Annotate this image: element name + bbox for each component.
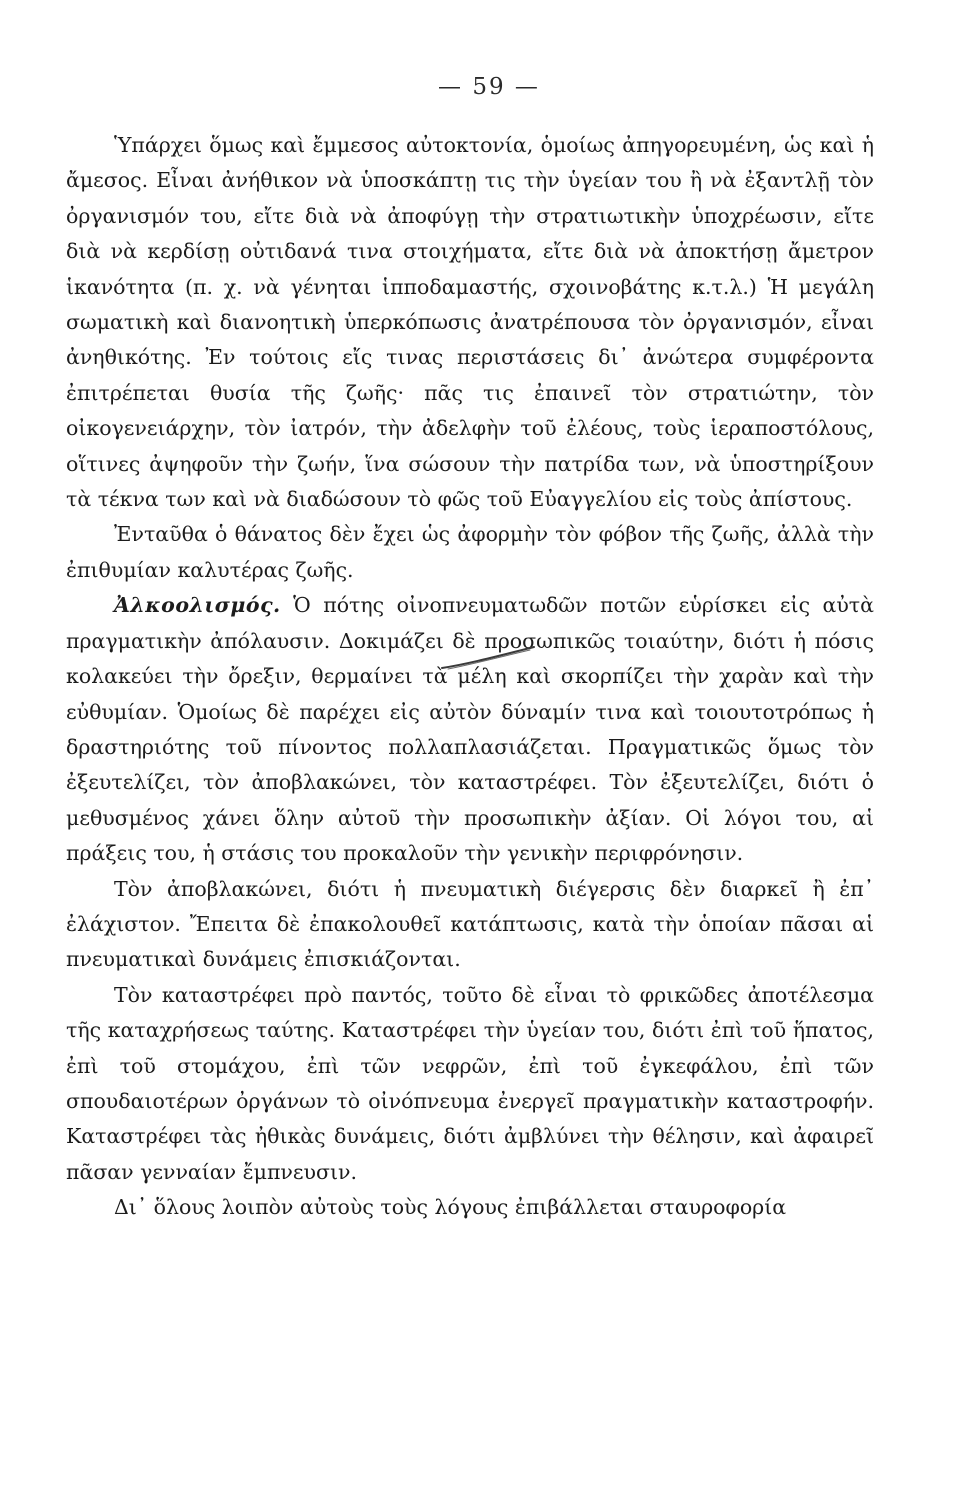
paragraph-stupefies: Τὸν ἀποβλακώνει, διότι ἡ πνευματικὴ διέγερσις δὲν διαρκεῖ ἢ ἐπ᾽ ἐλάχιστον. Ἔπειτα δὲ ἐπακολουθεῖ κατάπτωσις, κατὰ τὴν ὁποίαν πᾶσαι αἱ πνευματικαὶ δυνάμεις ἐπισκιάζονται. [66,876,874,972]
pen-stroke-mark [438,644,538,672]
paragraph-indirect-suicide: Ὑπάρχει ὅμως καὶ ἔμμεσος αὐτοκτονία, ὁμοίως ἀπηγορευμένη, ὡς καὶ ἡ ἄμεσος. Εἶναι ἀνήθικον νὰ ὑποσκάπτῃ τις τὴν ὑγείαν του ἢ νὰ ἐξαντλῇ τὸν ὀργανισμόν του, εἴτε διὰ νὰ ἀποφύγῃ τὴν στρατιωτικὴν ὑποχρέωσιν, εἴτε διὰ νὰ κερδίσῃ οὐτιδανά τινα στοιχήματα, εἴτε διὰ νὰ ἀποκτήσῃ ἄμετρον ἱκανότητα (π. χ. νὰ γένηται ἱπποδαμαστής, σχοινοβάτης κ.τ.λ.) Ἡ μεγάλη σωματικὴ καὶ διανοητικὴ ὑπερκόπωσις ἀνατρέπουσα τὸν ὀργανισμόν, εἶναι ἀνηθικότης. Ἐν τούτοις εἴς τινας περιστάσεις δι᾽ ἀνώτερα συμφέροντα ἐπιτρέπεται θυσία τῆς ζωῆς· πᾶς τις ἐπαινεῖ τὸν στρατιώτην, τὸν οἰκογενειάρχην, τὸν ἰατρόν, τὴν ἀδελφὴν τοῦ ἐλέους, τοὺς ἱεραποστόλους, οἵτινες ἀψηφοῦν τὴν ζωήν, ἵνα σώσουν τὴν πατρίδα των, νὰ ὑποστηρίξουν τὰ τέκνα των καὶ νὰ διαδώσουν τὸ φῶς τοῦ Εὐαγγελίου εἰς τοὺς ἀπίστους. [66,133,874,512]
paragraph-death-motive: Ἐνταῦθα ὁ θάνατος δὲν ἔχει ὡς ἀφορμὴν τὸν φόβον τῆς ζωῆς, ἀλλὰ τὴν ἐπιθυμίαν καλυτέρας ζωῆς. [66,522,874,582]
paragraph-alcoholism [66,588,874,871]
paragraph-alcoholism-text: Ὁ πότης οἰνοπνευματωδῶν ποτῶν εὑρίσκει εἰς αὐτὰ πραγματικὴν ἀπόλαυσιν. Δοκιμάζει δὲ προσωπικῶς τοιαύτην, διότι ἡ πόσις κολακεύει τὴν ὄρεξιν, θερμαίνει τὰ μέλη καὶ σκορπίζει τὴν χαρὰν καὶ τὴν εὐθυμίαν. Ὁμοίως δὲ παρέχει εἰς αὐτὸν δύναμίν τινα καὶ τοιουτοτρόπως ἡ δραστηριότης τοῦ πίνοντος πολλαπλασιάζεται. Πραγματικῶς ὅμως τὸν ἐξευτελίζει, τὸν ἀποβλακώνει, τὸν καταστρέφει. Τὸν ἐξευτελίζει, διότι ὁ μεθυσμένος χάνει ὅλην αὐτοῦ τὴν προσωπικὴν ἀξίαν. Οἱ λόγοι του, αἱ πράξεις του, ἡ στάσις του προκαλοῦν τὴν γενικὴν περιφρόνησιν. [66,593,874,866]
body-text [66,128,874,1226]
section-heading-alcoholism: Ἀλκοολισμός. [114,593,281,618]
paragraph-crusade: Δι᾽ ὅλους λοιπὸν αὐτοὺς τοὺς λόγους ἐπιβάλλεται σταυροφορία [114,1195,787,1220]
page-number: — 59 — [438,74,540,100]
paragraph-destroys: Τὸν καταστρέφει πρὸ παντός, τοῦτο δὲ εἶναι τὸ φρικῶδες ἀποτέλεσμα τῆς καταχρήσεως ταύτης. Καταστρέφει τὴν ὑγείαν του, διότι ἐπὶ τοῦ ἥπατος, ἐπὶ τοῦ στομάχου, ἐπὶ τῶν νεφρῶν, ἐπὶ τοῦ ἐγκεφάλου, ἐπὶ τῶν σπουδαιοτέρων ὀργάνων τὸ οἰνόπνευμα ἐνεργεῖ πραγματικὴν καταστροφήν. Καταστρέφει τὰς ἠθικὰς δυνάμεις, διότι ἀμβλύνει τὴν θέλησιν, καὶ ἀφαιρεῖ πᾶσαν γενναίαν ἔμπνευσιν. [66,982,874,1184]
